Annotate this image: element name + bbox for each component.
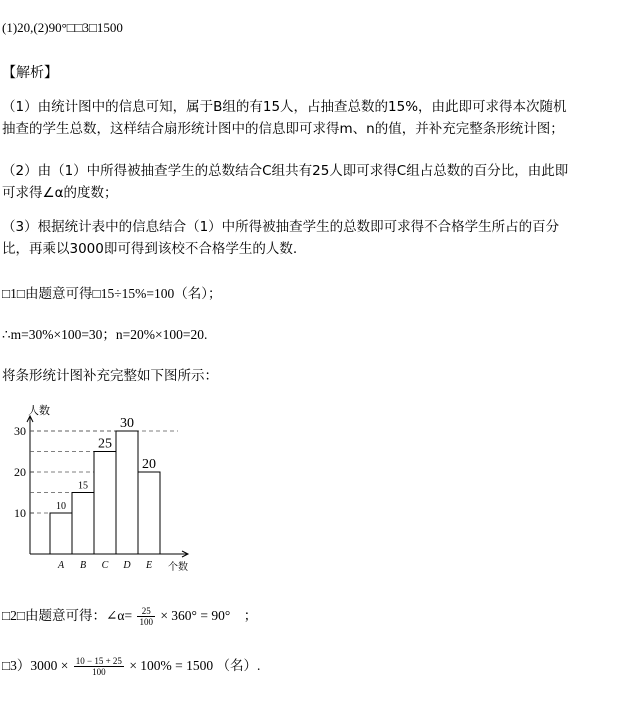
bar-B xyxy=(72,493,94,555)
bar-A xyxy=(50,513,72,554)
data-label-A: 10 xyxy=(56,501,66,512)
analysis-heading: 【解析】 xyxy=(2,65,58,81)
step1-mn-line: ∴m=30%×100=30；n=20%×100=20. xyxy=(2,327,208,342)
para1-line1: （1）由统计图中的信息可知，属于B组的有15人，占抽查总数的15%，由此即可求得本次随机 xyxy=(2,99,567,115)
chart-intro: 将条形统计图补充完整如下图所示： xyxy=(2,368,218,384)
para3-line2: 比，再乘以3000即可得到该校不合格学生的人数. xyxy=(2,241,298,257)
bar-E xyxy=(138,472,160,554)
data-label-E: 20 xyxy=(142,457,156,472)
data-label-D: 30 xyxy=(120,416,134,431)
category-label-A: A xyxy=(57,560,65,571)
step1-line: □1□由题意可得□15÷15%=100（名）； xyxy=(2,286,222,301)
step3-prefix: □3）3000 × xyxy=(2,658,69,673)
para3-line1: （3）根据统计表中的信息结合（1）中所得被抽查学生的总数即可求得不合格学生所占的百分 xyxy=(2,219,560,235)
para2-line1: （2）由（1）中所得被抽查学生的总数结合C组共有25人即可求得C组占总数的百分比，由此即 xyxy=(2,163,569,179)
step2-suffix: × 360° = 90° ； xyxy=(160,608,258,623)
step2-frac-numerator: 25 xyxy=(137,606,155,617)
y-tick-label: 20 xyxy=(14,465,26,479)
step3-line xyxy=(2,654,260,677)
x-axis-label: 个数 xyxy=(168,562,188,573)
category-label-E: E xyxy=(145,560,153,571)
bar-chart xyxy=(0,398,210,578)
answer-line: (1)20,(2)90°□□3□1500 xyxy=(2,20,123,35)
category-label-C: C xyxy=(101,560,109,571)
bar-D xyxy=(116,431,138,554)
category-label-B: B xyxy=(79,560,87,571)
data-label-B: 15 xyxy=(78,480,88,492)
y-tick-label: 30 xyxy=(14,424,26,438)
bar-C xyxy=(94,452,116,555)
para2-line2: 可求得∠α的度数； xyxy=(2,185,118,201)
step2-frac-denominator: 100 xyxy=(139,617,153,628)
step3-suffix: × 100% = 1500 （名）. xyxy=(129,658,261,673)
step3-frac-denominator: 100 xyxy=(92,667,106,678)
step2-fraction xyxy=(137,606,155,627)
para1-line2: 抽查的学生总数，这样结合扇形统计图中的信息即可求得m、n的值，并补充完整条形统计图； xyxy=(2,121,564,137)
y-axis-label: 人数 xyxy=(28,405,50,417)
step3-frac-numerator: 10 − 15 + 25 xyxy=(75,656,122,667)
y-tick-label: 10 xyxy=(14,506,26,520)
step2-prefix: □2□由题意可得：∠α= xyxy=(2,608,133,623)
data-label-C: 25 xyxy=(98,436,112,452)
category-label-D: D xyxy=(123,560,131,571)
step3-fraction xyxy=(74,656,124,677)
step2-line xyxy=(2,604,257,627)
